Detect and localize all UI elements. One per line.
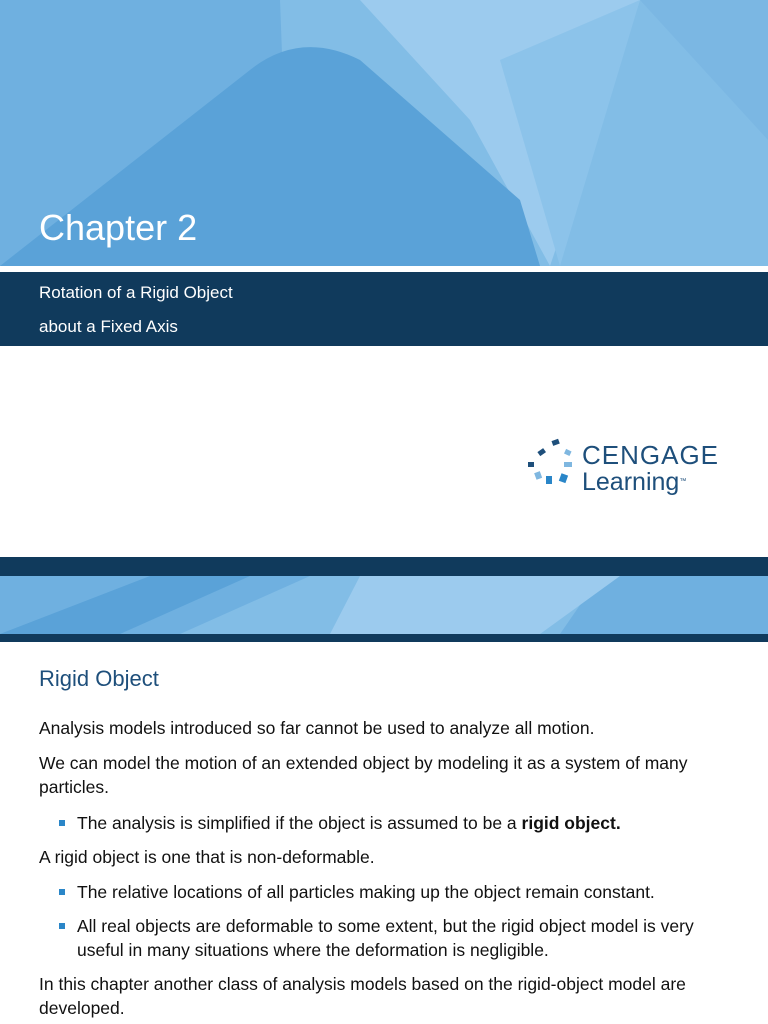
title-slide-header	[0, 0, 768, 266]
footer-band-dark	[0, 557, 768, 576]
bullet-marker	[59, 923, 65, 929]
bullet-text: The analysis is simplified if the object is assumed to be a	[77, 813, 522, 833]
logo-word-cengage: CENGAGE	[582, 440, 720, 470]
slide-title: Rigid Object	[39, 666, 159, 691]
bullet-text: All real objects are deformable to some extent, but the rigid object model is very useful in many situations where the deformation is negligible.	[77, 916, 694, 960]
logo-word-learning: Learning™	[582, 468, 687, 496]
paragraph-3: A rigid object is one that is non-deformable.	[39, 847, 375, 867]
bullet-text: The relative locations of all particles making up the object remain constant.	[77, 882, 655, 902]
chapter-title: Chapter 2	[39, 207, 198, 248]
bullet-item-1	[59, 811, 737, 835]
bullet-item-3	[59, 914, 737, 962]
bullet-bold-term: rigid object.	[521, 813, 621, 833]
footer-background-shapes	[0, 576, 768, 634]
cengage-logo	[524, 438, 724, 502]
subtitle-band	[0, 272, 768, 346]
bullet-item-2	[59, 880, 737, 904]
subtitle-line-1: Rotation of a Rigid Object	[39, 283, 233, 302]
bullet-marker	[59, 889, 65, 895]
paragraph-1: Analysis models introduced so far cannot be used to analyze all motion.	[39, 718, 595, 738]
paragraph-2: We can model the motion of an extended object by modeling it as a system of many particles.	[39, 753, 688, 797]
subtitle-line-2: about a Fixed Axis	[39, 317, 178, 336]
footer-band-light	[0, 576, 768, 634]
cengage-burst-icon	[524, 438, 580, 498]
bullet-marker	[59, 820, 65, 826]
footer-band-bottom	[0, 634, 768, 642]
paragraph-4: In this chapter another class of analysis models based on the rigid-object model are developed.	[39, 974, 686, 1018]
trademark-symbol: ™	[679, 478, 687, 485]
